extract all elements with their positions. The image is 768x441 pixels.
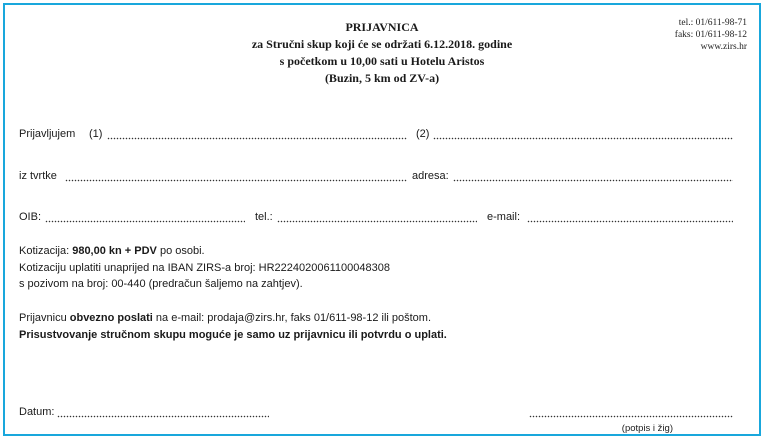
form-title: PRIJAVNICA — [345, 20, 419, 34]
attendance-note: Prisustvovanje stručnom skupu moguće je samo uz prijavnicu ili potvrdu o uplati. — [19, 328, 447, 341]
contact-web: www.zirs.hr — [700, 42, 747, 52]
email-label: e-mail: — [487, 211, 521, 223]
attendee-1-label: (1) — [89, 128, 103, 140]
attendee-2-label: (2) — [416, 128, 430, 140]
attendee-label: Prijavljujem — [19, 128, 76, 140]
fee-amount: 980,00 kn + PDV — [72, 245, 157, 257]
fee-prefix: Kotizacija: — [19, 245, 73, 257]
attendee-1-field[interactable] — [107, 127, 407, 140]
submit-line — [19, 310, 447, 327]
company-field[interactable] — [65, 169, 407, 182]
oib-label: OIB: — [19, 211, 42, 223]
contact-tel: tel.: 01/611-98-71 — [678, 18, 747, 28]
venue-line: s početkom u 10,00 sati u Hotelu Aristos — [279, 54, 485, 68]
location-line: (Buzin, 5 km od ZV-a) — [324, 71, 440, 85]
contact-fax: faks: 01/611-98-12 — [674, 30, 747, 40]
email-field[interactable] — [527, 210, 733, 223]
address-label: adresa: — [412, 170, 449, 182]
contact-block — [675, 17, 747, 53]
signature-caption: (potpis i žig) — [621, 423, 673, 434]
company-label: iz tvrtke — [19, 170, 57, 182]
event-line: za Stručni skup koji će se održati 6.12.2018. godine — [251, 37, 513, 51]
submit-suffix: na e-mail: prodaja@zirs.hr, faks 01/611-98-12 ili poštom. — [152, 312, 432, 324]
fee-line — [19, 243, 390, 260]
date-field[interactable] — [57, 405, 269, 418]
reference-line: s pozivom na broj: 00-440 (predračun šaljemo na zahtjev). — [19, 278, 303, 290]
attendee-2-field[interactable] — [433, 127, 733, 140]
signature-field[interactable] — [529, 405, 733, 418]
fee-info — [19, 243, 390, 293]
payment-line: Kotizaciju uplatiti unaprijed na IBAN ZIRS-a broj: HR2224020061100048308 — [19, 261, 390, 274]
form-heading — [5, 19, 759, 87]
address-field[interactable] — [453, 169, 733, 182]
fee-suffix: po osobi. — [156, 245, 205, 257]
submit-bold: obvezno poslati — [69, 312, 153, 324]
tel-label: tel.: — [255, 211, 273, 223]
date-label: Datum: — [19, 406, 55, 418]
submit-info — [19, 310, 447, 343]
submit-prefix: Prijavnicu — [19, 312, 70, 324]
form-frame — [3, 3, 761, 436]
tel-field[interactable] — [277, 210, 477, 223]
oib-field[interactable] — [45, 210, 245, 223]
